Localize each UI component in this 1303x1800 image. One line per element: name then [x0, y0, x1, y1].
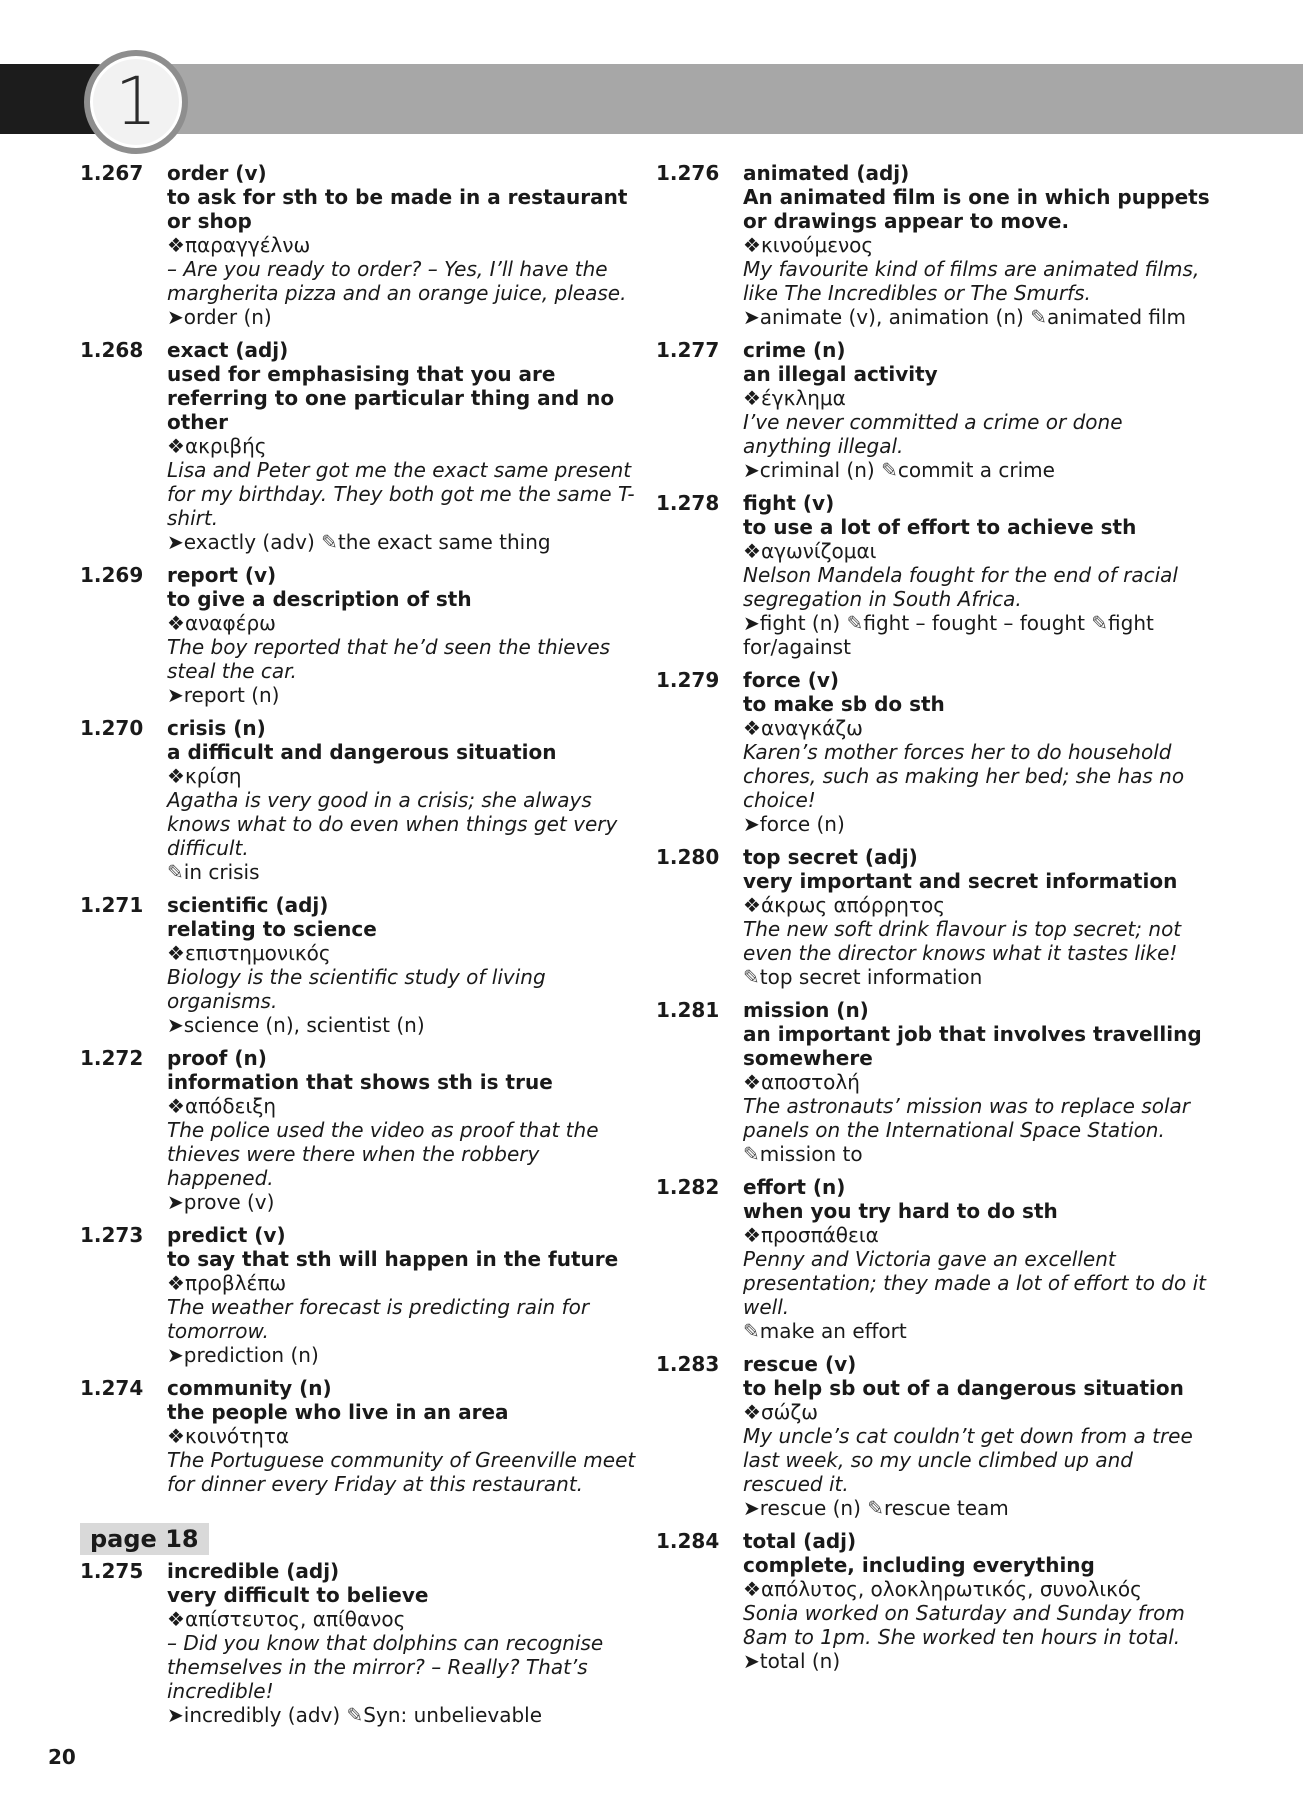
entry-definition: an important job that involves travelling somewhere — [743, 1022, 1202, 1070]
entry-number: 1.278 — [656, 491, 720, 515]
entry-notes — [167, 1190, 640, 1214]
entry-number: 1.282 — [656, 1175, 720, 1199]
entry-example: Biology is the scientific study of living organisms. — [167, 965, 546, 1013]
dictionary-entry — [656, 338, 1216, 482]
entry-number: 1.268 — [80, 338, 144, 362]
entry-headword: animated (adj) — [743, 161, 910, 185]
entry-greek-translation: ❖ ακριβής — [167, 434, 640, 458]
chapter-badge — [84, 50, 188, 154]
entry-headword: effort (n) — [743, 1175, 846, 1199]
entry-greek-translation: ❖ αγωνίζομαι — [743, 539, 1216, 563]
entry-greek-translation: ❖ αποστολή — [743, 1070, 1216, 1094]
entry-body — [743, 491, 1216, 659]
entry-derivative: ➤ order (n) — [167, 305, 272, 329]
left-entry-list — [80, 161, 640, 1496]
entry-example: My favourite kind of films are animated films, like The Incredibles or The Smurfs. — [743, 257, 1200, 305]
entry-collocation: ✎ make an effort — [743, 1319, 907, 1343]
entry-number: 1.273 — [80, 1223, 144, 1247]
entry-headword: force (v) — [743, 668, 840, 692]
entry-body — [743, 998, 1216, 1166]
entry-body — [167, 1223, 640, 1367]
section-page-label: page 18 — [80, 1523, 209, 1555]
entry-definition: to say that sth will happen in the future — [167, 1247, 619, 1271]
entry-definition: to use a lot of effort to achieve sth — [743, 515, 1137, 539]
entry-headword: mission (n) — [743, 998, 869, 1022]
entry-number: 1.279 — [656, 668, 720, 692]
entry-derivative: ➤ fight (n) — [743, 611, 840, 635]
entry-notes — [743, 611, 1216, 659]
entry-headword: report (v) — [167, 563, 277, 587]
dictionary-entry — [80, 1559, 640, 1727]
entry-collocation: ✎ top secret information — [743, 965, 982, 989]
entry-example: Lisa and Peter got me the exact same present for my birthday. They both got me the same T-shirt. — [167, 458, 635, 530]
entry-body — [167, 716, 640, 884]
dictionary-entry — [80, 893, 640, 1037]
entry-notes — [167, 1343, 640, 1367]
entry-collocation: ✎ mission to — [743, 1142, 863, 1166]
entry-number: 1.271 — [80, 893, 144, 917]
entry-greek-translation: ❖ απίστευτος, απίθανος — [167, 1607, 640, 1631]
entry-body — [167, 1559, 640, 1727]
left-column — [80, 161, 640, 1736]
entry-notes — [167, 683, 640, 707]
dictionary-entry — [656, 668, 1216, 836]
entry-greek-translation: ❖ απόδειξη — [167, 1094, 640, 1118]
dictionary-entry — [80, 1376, 640, 1496]
entry-headword: scientific (adj) — [167, 893, 329, 917]
entry-definition: relating to science — [167, 917, 377, 941]
entry-definition: to give a description of sth — [167, 587, 472, 611]
entry-greek-translation: ❖ προβλέπω — [167, 1271, 640, 1295]
entry-headword: incredible (adj) — [167, 1559, 340, 1583]
entry-number: 1.267 — [80, 161, 144, 185]
dictionary-entry — [656, 1175, 1216, 1343]
entry-greek-translation: ❖ σώζω — [743, 1400, 1216, 1424]
entry-number: 1.283 — [656, 1352, 720, 1376]
entry-number: 1.281 — [656, 998, 720, 1022]
entry-example: My uncle’s cat couldn’t get down from a tree last week, so my uncle climbed up and rescued it. — [743, 1424, 1193, 1496]
entry-collocation: ✎ fight – fought – fought — [847, 611, 1085, 635]
dictionary-entry — [656, 998, 1216, 1166]
entry-notes — [167, 530, 640, 554]
entry-greek-translation: ❖ παραγγέλνω — [167, 233, 640, 257]
entry-greek-translation: ❖ επιστημονικός — [167, 941, 640, 965]
entry-body — [743, 1529, 1216, 1673]
entry-headword: top secret (adj) — [743, 845, 918, 869]
entry-collocation: ✎ Syn: unbelievable — [347, 1703, 543, 1727]
entry-headword: order (v) — [167, 161, 267, 185]
entry-notes — [743, 1496, 1216, 1520]
entry-collocation: ✎ fight for/against — [743, 611, 1154, 659]
dictionary-entry — [80, 161, 640, 329]
entry-greek-translation: ❖ άκρως απόρρητος — [743, 893, 1216, 917]
entry-derivative: ➤ total (n) — [743, 1649, 840, 1673]
entry-definition: to make sb do sth — [743, 692, 945, 716]
entry-example: – Are you ready to order? – Yes, I’ll have the margherita pizza and an orange juice, please. — [167, 257, 627, 305]
entry-body — [167, 1376, 640, 1496]
entry-body — [167, 338, 640, 554]
entry-example: Agatha is very good in a crisis; she always knows what to do even when things get very difficult. — [167, 788, 618, 860]
entry-definition: to ask for sth to be made in a restaurant or shop — [167, 185, 628, 233]
entry-derivative: ➤ science (n), scientist (n) — [167, 1013, 425, 1037]
entry-example: The new soft drink flavour is top secret; not even the director knows what it tastes like! — [743, 917, 1182, 965]
entry-notes — [167, 305, 640, 329]
entry-number: 1.277 — [656, 338, 720, 362]
entry-body — [167, 1046, 640, 1214]
entry-example: Penny and Victoria gave an excellent presentation; they made a lot of effort to do it well. — [743, 1247, 1206, 1319]
entry-derivative: ➤ criminal (n) — [743, 458, 875, 482]
entry-headword: community (n) — [167, 1376, 332, 1400]
entry-definition: an illegal activity — [743, 362, 938, 386]
entry-notes — [743, 1319, 1216, 1343]
entry-definition: when you try hard to do sth — [743, 1199, 1058, 1223]
entry-collocation: ✎ commit a crime — [881, 458, 1055, 482]
entry-number: 1.284 — [656, 1529, 720, 1553]
entry-notes — [167, 860, 640, 884]
entry-greek-translation: ❖ αναφέρω — [167, 611, 640, 635]
entry-body — [743, 1175, 1216, 1343]
right-column — [656, 161, 1216, 1682]
entry-collocation: ✎ the exact same thing — [321, 530, 550, 554]
entry-derivative: ➤ rescue (n) — [743, 1496, 861, 1520]
entry-example: The boy reported that he’d seen the thieves steal the car. — [167, 635, 611, 683]
page-number: 20 — [48, 1745, 76, 1769]
entry-body — [743, 1352, 1216, 1520]
entry-derivative: ➤ animate (v), animation (n) — [743, 305, 1024, 329]
entry-notes — [743, 458, 1216, 482]
entry-definition: to help sb out of a dangerous situation — [743, 1376, 1184, 1400]
entry-definition: complete, including everything — [743, 1553, 1095, 1577]
entry-definition: very important and secret information — [743, 869, 1178, 893]
entry-number: 1.280 — [656, 845, 720, 869]
entry-greek-translation: ❖ προσπάθεια — [743, 1223, 1216, 1247]
entry-number: 1.274 — [80, 1376, 144, 1400]
entry-headword: total (adj) — [743, 1529, 857, 1553]
entry-derivative: ➤ prove (v) — [167, 1190, 274, 1214]
entry-greek-translation: ❖ κοινότητα — [167, 1424, 640, 1448]
entry-headword: crime (n) — [743, 338, 846, 362]
entry-example: Karen’s mother forces her to do household chores, such as making her bed; she has no choice! — [743, 740, 1185, 812]
dictionary-entry — [80, 716, 640, 884]
entry-body — [167, 161, 640, 329]
entry-body — [167, 563, 640, 707]
entry-example: Nelson Mandela fought for the end of racial segregation in South Africa. — [743, 563, 1178, 611]
entry-notes — [743, 1142, 1216, 1166]
entry-derivative: ➤ incredibly (adv) — [167, 1703, 340, 1727]
entry-number: 1.272 — [80, 1046, 144, 1070]
entry-notes — [743, 812, 1216, 836]
right-entry-list — [656, 161, 1216, 1673]
entry-example: – Did you know that dolphins can recognise themselves in the mirror? – Really? That’s incredible! — [167, 1631, 604, 1703]
dictionary-entry — [656, 1529, 1216, 1673]
entry-greek-translation: ❖ κρίση — [167, 764, 640, 788]
dictionary-entry — [656, 845, 1216, 989]
entry-headword: rescue (v) — [743, 1352, 857, 1376]
entry-example: The astronauts’ mission was to replace solar panels on the International Space Station. — [743, 1094, 1191, 1142]
left-entry-list-after — [80, 1559, 640, 1727]
dictionary-entry — [80, 563, 640, 707]
dictionary-entry — [656, 1352, 1216, 1520]
entry-derivative: ➤ prediction (n) — [167, 1343, 319, 1367]
dictionary-entry — [656, 161, 1216, 329]
entry-headword: fight (v) — [743, 491, 835, 515]
entry-headword: predict (v) — [167, 1223, 286, 1247]
entry-definition: An animated film is one in which puppets or drawings appear to move. — [743, 185, 1210, 233]
entry-greek-translation: ❖ απόλυτος, ολοκληρωτικός, συνολικός — [743, 1577, 1216, 1601]
entry-body — [743, 668, 1216, 836]
entry-headword: exact (adj) — [167, 338, 289, 362]
chapter-number: 1 — [115, 63, 157, 140]
entry-notes — [743, 305, 1216, 329]
entry-notes — [743, 965, 1216, 989]
entry-notes — [167, 1703, 640, 1727]
entry-example: The Portuguese community of Greenville meet for dinner every Friday at this restaurant. — [167, 1448, 636, 1496]
entry-collocation: ✎ animated film — [1030, 305, 1186, 329]
entry-example: I’ve never committed a crime or done anything illegal. — [743, 410, 1123, 458]
entry-greek-translation: ❖ κινούμενος — [743, 233, 1216, 257]
entry-notes — [167, 1013, 640, 1037]
entry-collocation: ✎ rescue team — [867, 1496, 1009, 1520]
dictionary-entry — [80, 338, 640, 554]
dictionary-entry — [80, 1046, 640, 1214]
entry-derivative: ➤ force (n) — [743, 812, 845, 836]
entry-headword: crisis (n) — [167, 716, 266, 740]
entry-body — [167, 893, 640, 1037]
entry-number: 1.269 — [80, 563, 144, 587]
entry-collocation: ✎ in crisis — [167, 860, 260, 884]
entry-derivative: ➤ report (n) — [167, 683, 280, 707]
entry-headword: proof (n) — [167, 1046, 267, 1070]
entry-example: Sonia worked on Saturday and Sunday from 8am to 1pm. She worked ten hours in total. — [743, 1601, 1185, 1649]
entry-body — [743, 161, 1216, 329]
entry-derivative: ➤ exactly (adv) — [167, 530, 315, 554]
entry-greek-translation: ❖ αναγκάζω — [743, 716, 1216, 740]
entry-number: 1.275 — [80, 1559, 144, 1583]
entry-body — [743, 338, 1216, 482]
entry-definition: a difficult and dangerous situation — [167, 740, 557, 764]
entry-greek-translation: ❖ έγκλημα — [743, 386, 1216, 410]
chapter-header-bar — [150, 64, 1303, 134]
entry-example: The weather forecast is predicting rain for tomorrow. — [167, 1295, 590, 1343]
entry-body — [743, 845, 1216, 989]
entry-notes — [743, 1649, 1216, 1673]
entry-example: The police used the video as proof that the thieves were there when the robbery happened. — [167, 1118, 599, 1190]
entry-definition: very difficult to believe — [167, 1583, 429, 1607]
entry-definition: information that shows sth is true — [167, 1070, 553, 1094]
entry-definition: the people who live in an area — [167, 1400, 509, 1424]
dictionary-entry — [80, 1223, 640, 1367]
entry-number: 1.276 — [656, 161, 720, 185]
entry-number: 1.270 — [80, 716, 144, 740]
dictionary-entry — [656, 491, 1216, 659]
entry-definition: used for emphasising that you are referring to one particular thing and no other — [167, 362, 615, 434]
